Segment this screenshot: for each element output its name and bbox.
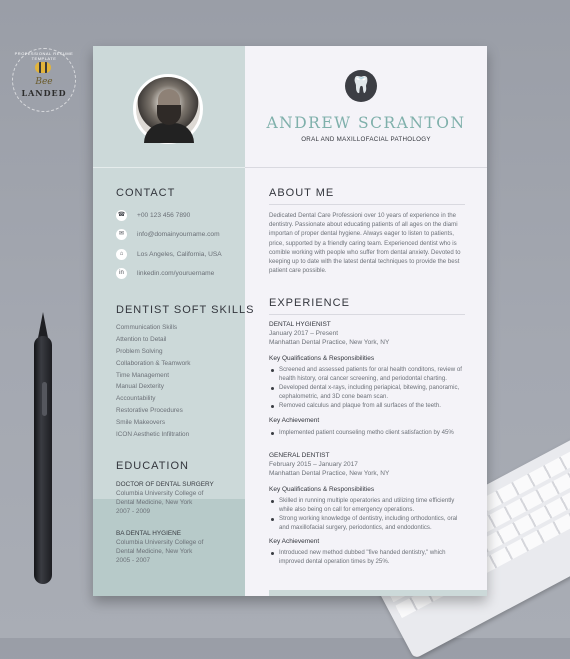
contact-heading: CONTACT (116, 187, 176, 199)
job-employer: Manhattan Dental Practice, New York, NY (269, 339, 390, 346)
bullet-item: Screened and assessed patients for oral health conditons, review of health history, oral cancer screening, and periodontal charting. (279, 366, 467, 383)
bullet-item: Developed dental x-rays, including periapical, bitewing, panoramic, cephalometric, and 3D cone beam scan. (279, 384, 467, 401)
bullet-item: Implemented patient counseling metho client satisfaction by 45% (279, 429, 467, 438)
logo-script-word: Bee (35, 77, 53, 87)
phone-icon: ☎ (116, 210, 127, 221)
pen-tip (38, 312, 48, 338)
job-employer: Manhattan Dental Practice, New York, NY (269, 470, 390, 477)
logo-brand-word: LANDED (21, 88, 67, 98)
edu-school: Columbia University College of (116, 490, 204, 497)
skill-item: Time Management (116, 372, 170, 379)
job-dates: January 2017 – Present (269, 330, 339, 337)
bee-icon (35, 62, 51, 73)
pen-button (42, 382, 47, 416)
skill-item: Accountability (116, 395, 156, 402)
job-dates: February 2015 – January 2017 (269, 461, 358, 468)
bullet-item: Introduced new method dubbed "five handed dentistry," which improved dental operation times by 25%. (279, 549, 467, 566)
skill-item: Smile Makeovers (116, 419, 166, 426)
skill-item: Manual Dexterity (116, 383, 164, 390)
bullet-item: Removed calculus and plaque from all surfaces of the teeth. (279, 402, 467, 411)
about-text: Dedicated Dental Care Professioni over 10 years of experience in the dentistry. Passionate about educating patients of all ages on the diami importan of proper dental hygiene. Always eager to listen to patients, price, supported by a friendly caring team. Experienced dentist who is comible working with people who suffer from dental anxiety. Devoted to keeping up to date with the latest dental techniques to provide the best patient care possible. (269, 212, 461, 275)
contact-email-text: info@domainyourname.com (137, 231, 220, 238)
edu-school: Columbia University College of (116, 539, 204, 546)
job-title: DENTAL HYGIENIST (269, 321, 331, 328)
email-icon: ✉ (116, 229, 127, 240)
edu-degree: DOCTOR OF DENTAL SURGERY (116, 481, 214, 488)
education-heading: EDUCATION (116, 460, 189, 472)
linkedin-icon: in (116, 268, 127, 279)
profile-photo (133, 74, 203, 144)
bullet-item: Strong working knowledge of dentistry, including orthodontics, oral and maxillofacial surgery, periodontics, and endodontics. (279, 515, 467, 532)
logo-arc-text: PROFESSIONAL RESUME TEMPLATE (14, 51, 74, 61)
skill-item: Attention to Detail (116, 336, 167, 343)
skill-item: Communication Skills (116, 324, 178, 331)
tooth-icon: 🦷 (345, 70, 377, 102)
pen-body (34, 336, 52, 584)
sidebar-divider (93, 167, 245, 168)
qualifications-heading: Key Qualifications & Responsibilities (269, 486, 375, 493)
about-heading: ABOUT ME (269, 187, 335, 199)
skills-heading: DENTIST SOFT SKILLS (116, 304, 255, 316)
resume-page (93, 46, 487, 596)
achievement-heading: Key Achievement (269, 417, 320, 424)
edu-degree: BA DENTAL HYGIENE (116, 530, 181, 537)
resume-subtitle: ORAL AND MAXILLOFACIAL PATHOLOGY (301, 136, 431, 143)
edu-dept: Dental Medicine, New York (116, 548, 193, 555)
header-divider (245, 167, 487, 168)
skill-item: Problem Solving (116, 348, 163, 355)
experience-rule (269, 314, 465, 315)
stylus-pen (32, 312, 54, 584)
experience-heading: EXPERIENCE (269, 297, 350, 309)
edu-years: 2007 - 2009 (116, 508, 151, 515)
skill-item: Restorative Procedures (116, 407, 183, 414)
contact-phone-text: +00 123 456 7890 (137, 212, 191, 219)
contact-location-text: Los Angeles, California, USA (137, 251, 222, 258)
bullet-item: Skilled in running multiple operatories and utilizing time efficiently while also being on call for emergency operations. (279, 497, 467, 514)
achievement-heading: Key Achievement (269, 538, 320, 545)
about-rule (269, 204, 465, 205)
qualifications-heading: Key Qualifications & Responsibilities (269, 355, 375, 362)
skill-item: ICON Aesthetic Infiltration (116, 431, 190, 438)
job-title: GENERAL DENTIST (269, 452, 330, 459)
contact-linkedin-text: linkedin.com/youruername (137, 270, 215, 277)
photo-suit (144, 123, 194, 143)
photo-beard (157, 105, 181, 125)
brand-logo (8, 48, 80, 110)
edu-dept: Dental Medicine, New York (116, 499, 193, 506)
home-icon: ⌂ (116, 249, 127, 260)
resume-name: ANDREW SCRANTON (266, 114, 466, 132)
bottom-accent-bar (269, 590, 487, 596)
edu-years: 2005 - 2007 (116, 557, 151, 564)
skill-item: Collaboration & Teamwork (116, 360, 191, 367)
